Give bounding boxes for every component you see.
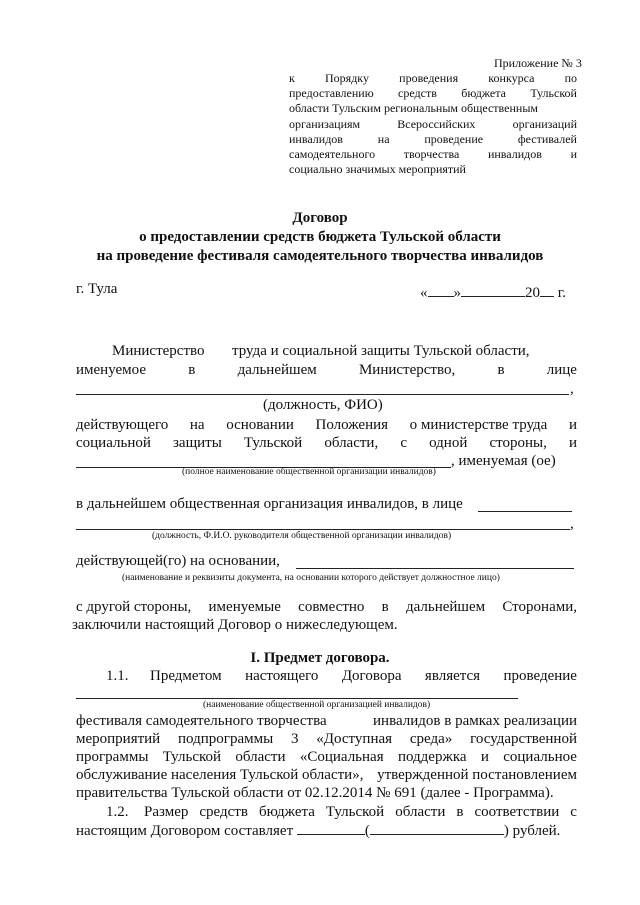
word: Тульской xyxy=(530,86,577,100)
contract-title: Договор xyxy=(292,210,348,226)
word: одной xyxy=(429,435,468,451)
date-open-quote: « xyxy=(420,285,428,301)
word: бюджета xyxy=(258,804,315,820)
word: о министерстве труда xyxy=(409,417,548,433)
word: Тульской xyxy=(162,749,222,765)
closing-l2: заключили настоящий Договор о нижеследующем. xyxy=(72,617,398,633)
party1-l1-a: Министерство xyxy=(112,343,205,359)
word: на xyxy=(189,417,205,433)
date-year: 20 xyxy=(525,285,540,301)
word: фестивалей xyxy=(517,132,577,146)
word: действующего xyxy=(76,417,169,433)
document-hint: (наименование и реквизиты документа, на основании которого действует должностное лицо) xyxy=(122,573,500,583)
word: проведения xyxy=(399,71,459,85)
word: бюджета xyxy=(461,86,506,100)
appendix-line xyxy=(289,71,577,86)
p11-line xyxy=(76,731,577,748)
word: основании xyxy=(226,417,294,433)
p12-text: настоящим Договором составляет xyxy=(76,823,294,839)
p11-number: 1.1. xyxy=(106,668,129,684)
word: фестиваля самодеятельного творчества xyxy=(76,713,327,729)
word: в xyxy=(381,599,389,615)
word: средств xyxy=(398,86,437,100)
word: именуемые xyxy=(208,599,281,615)
contract-subtitle-2: на проведение фестиваля самодеятельного творчества инвалидов xyxy=(96,248,544,264)
word: Договора xyxy=(341,668,402,684)
appendix-line xyxy=(289,147,577,162)
appendix-line xyxy=(289,117,577,132)
date-close-quote: » xyxy=(453,285,461,301)
word: области xyxy=(235,749,286,765)
party1-blank-line xyxy=(76,394,569,395)
place: г. Тула xyxy=(76,281,118,297)
position-fio-hint: (должность, ФИО) xyxy=(263,397,383,413)
appendix-line: социально значимых мероприятий xyxy=(289,162,466,176)
word: Всероссийских xyxy=(397,117,476,131)
amount-digits-blank xyxy=(297,822,365,835)
section-title: I. Предмет договора. xyxy=(250,650,390,666)
word: дальнейшем xyxy=(237,362,317,378)
party1-l1-b: труда и социальной защиты Тульской области, xyxy=(232,343,530,359)
amount-words-blank xyxy=(370,822,504,835)
party2-l1: в дальнейшем общественная организация инвалидов, в лице xyxy=(76,496,463,512)
word: обслуживание населения Тульской области», xyxy=(76,767,364,783)
party2-l3: действующей(го) на основании, xyxy=(76,553,280,569)
word: утвержденной постановлением xyxy=(377,767,577,783)
open-paren: ( xyxy=(364,823,370,839)
organization-blank-line xyxy=(76,698,518,699)
word: с другой стороны, xyxy=(76,599,192,615)
word: конкурса xyxy=(488,71,535,85)
party1-l5 xyxy=(76,417,577,434)
word: социальной xyxy=(76,435,151,451)
word: инвалидов xyxy=(487,147,542,161)
word: Сторонами, xyxy=(502,599,577,615)
word: «Социальная xyxy=(299,749,384,765)
word: «Доступная xyxy=(316,731,393,747)
word: в xyxy=(188,362,196,378)
word: совместно xyxy=(298,599,365,615)
party2-document-blank-line xyxy=(296,568,574,569)
appendix-title: Приложение № 3 xyxy=(494,56,582,70)
date-line xyxy=(420,284,566,302)
word: творчества xyxy=(403,147,460,161)
position-rep-hint: (должность, Ф.И.О. руководителя общественной организации инвалидов) xyxy=(152,531,452,541)
word: подпрограммы xyxy=(178,731,274,747)
p11-l1 xyxy=(150,668,577,685)
word: области, xyxy=(324,435,379,451)
word: инвалидов xyxy=(289,132,343,146)
word: настоящего xyxy=(245,668,319,684)
word: организациям xyxy=(289,117,361,131)
word: соответствии xyxy=(474,804,560,820)
date-month-blank xyxy=(461,284,525,297)
word: является xyxy=(424,668,481,684)
p11-line xyxy=(76,767,577,784)
p11-line: правительства Тульской области от 02.12.2014 № 691 (далее - Программа). xyxy=(76,785,554,801)
word: и xyxy=(570,147,577,161)
word: предоставлению xyxy=(289,86,374,100)
word: 3 xyxy=(290,731,299,747)
p12-number: 1.2. xyxy=(106,804,129,820)
party2-position-blank-line xyxy=(76,529,570,530)
party1-l6 xyxy=(76,435,577,452)
word: проведение xyxy=(424,132,484,146)
word: программы xyxy=(76,749,149,765)
word: лице xyxy=(546,362,577,378)
word: дальнейшем xyxy=(405,599,486,615)
appendix-line xyxy=(289,86,577,101)
word: к xyxy=(289,71,295,85)
p12-l1 xyxy=(144,804,577,821)
p12-tail: ) рублей. xyxy=(503,823,561,839)
organization-hint: (наименование общественной организацией инвалидов) xyxy=(203,700,431,710)
word: в xyxy=(456,804,464,820)
word: проведение xyxy=(503,668,577,684)
contract-subtitle: о предоставлении средств бюджета Тульской области xyxy=(139,229,501,245)
word: Предметом xyxy=(150,668,222,684)
p11-line xyxy=(76,713,577,730)
word: на xyxy=(377,132,390,146)
word: поддержка xyxy=(397,749,467,765)
word: социальное xyxy=(503,749,577,765)
party1-l2 xyxy=(76,362,577,379)
word: инвалидов в рамках реализации xyxy=(373,713,577,729)
word: с xyxy=(400,435,407,451)
word: Положения xyxy=(315,417,389,433)
closing-l1 xyxy=(76,599,577,616)
word: Тульской xyxy=(325,804,385,820)
date-day-blank xyxy=(428,284,454,297)
date-year-blank xyxy=(540,284,554,297)
word: с xyxy=(570,804,577,820)
party1-l7-tail: , именуемая (ое) xyxy=(451,453,556,469)
word: Порядку xyxy=(325,71,369,85)
appendix-line xyxy=(289,132,577,147)
party2-l2-comma: , xyxy=(570,516,574,532)
word: и xyxy=(568,435,577,451)
word: Министерство, xyxy=(358,362,456,378)
word: защиты xyxy=(173,435,222,451)
party1-l3-comma: , xyxy=(570,381,574,397)
organization-name-hint: (полное наименование общественной организации инвалидов) xyxy=(182,467,436,477)
word: по xyxy=(564,71,577,85)
word: организаций xyxy=(512,117,577,131)
word: области xyxy=(395,804,446,820)
word: Тульской xyxy=(243,435,303,451)
word: государственной xyxy=(470,731,577,747)
word: Размер xyxy=(144,804,189,820)
word: и xyxy=(480,749,489,765)
word: именуемое xyxy=(76,362,146,378)
date-suffix: г. xyxy=(557,285,566,301)
p11-line xyxy=(76,749,577,766)
word: стороны, xyxy=(489,435,547,451)
word: мероприятий xyxy=(76,731,161,747)
word: среда» xyxy=(409,731,453,747)
party2-rep-blank-line xyxy=(478,511,572,512)
word: самодеятельного xyxy=(289,147,376,161)
word: в xyxy=(497,362,505,378)
p12-l2 xyxy=(76,822,560,840)
word: средств xyxy=(199,804,248,820)
appendix-line: области Тульским региональным общественным xyxy=(289,101,538,115)
word: и xyxy=(568,417,577,433)
